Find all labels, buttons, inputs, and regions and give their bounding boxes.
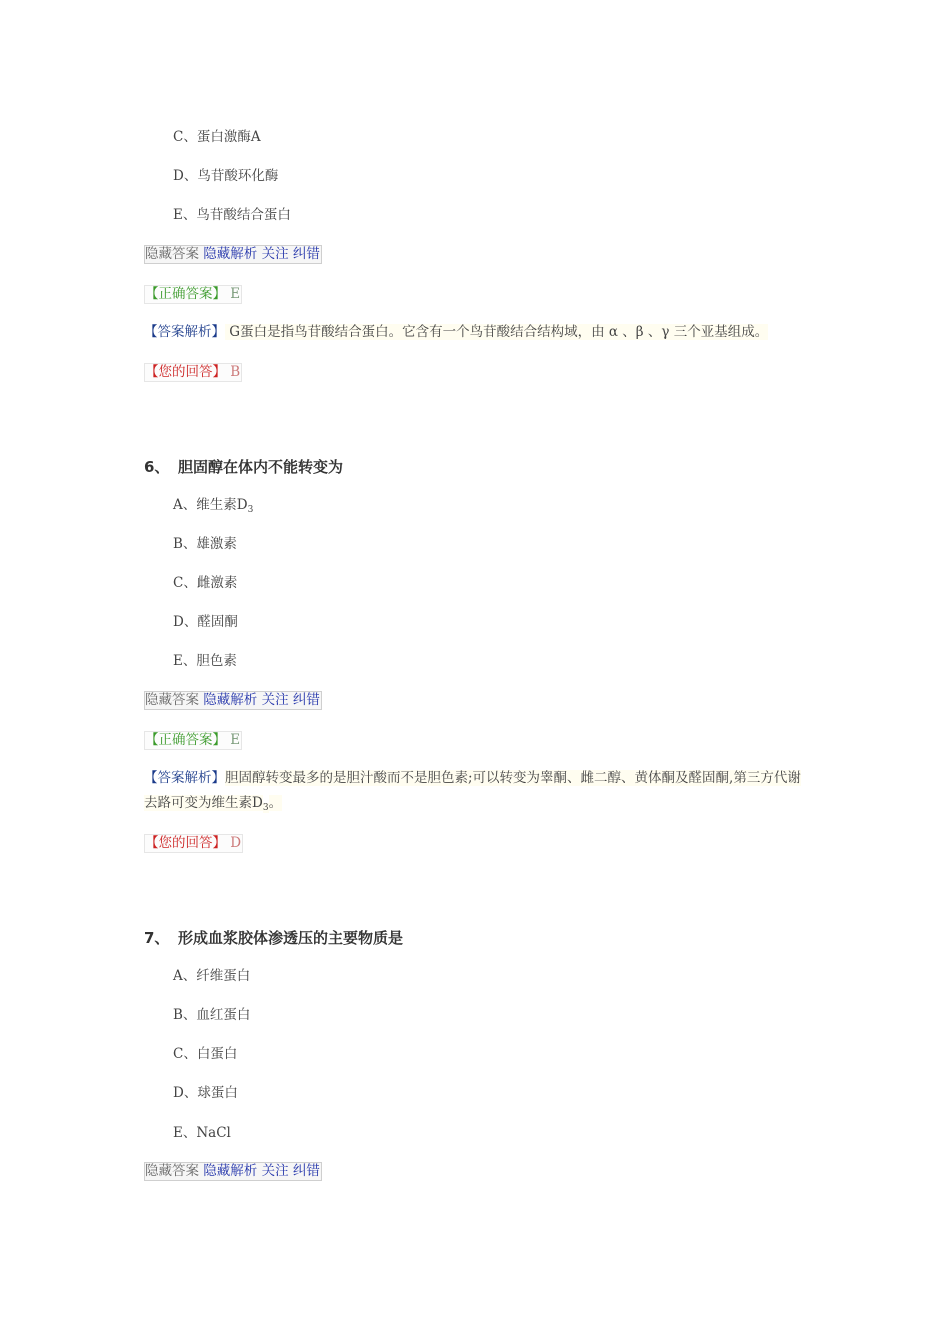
- your-answer: [144, 363, 242, 382]
- answer-analysis: [144, 320, 812, 345]
- question-text: 胆固醇在体内不能转变为: [178, 458, 344, 476]
- your-answer-label: 【您的回答】: [145, 364, 226, 380]
- option-letter: D: [173, 1085, 184, 1101]
- option-separator: 、: [182, 497, 197, 513]
- option-c[interactable]: [173, 574, 237, 592]
- analysis-label: 【答案解析】: [144, 324, 225, 340]
- option-letter: C: [173, 575, 184, 591]
- option-text: 蛋白激酶A: [196, 129, 261, 145]
- option-a[interactable]: [173, 967, 250, 985]
- report-error-button[interactable]: 纠错: [292, 246, 320, 262]
- option-letter: B: [173, 1007, 183, 1023]
- option-text: 白蛋白: [196, 1046, 238, 1062]
- analysis-label: 【答案解析】: [144, 770, 225, 786]
- analysis-text: G蛋白是指鸟苷酸结合蛋白。它含有一个鸟苷酸结合结构域，由 α 、β 、γ 三个亚基组成。: [225, 324, 769, 340]
- correct-answer: [144, 731, 242, 750]
- option-text: 球蛋白: [197, 1085, 238, 1101]
- option-separator: 、: [182, 1125, 197, 1141]
- option-subscript: 3: [247, 505, 254, 515]
- correct-answer-value: E: [230, 732, 241, 748]
- option-text: 醛固酮: [197, 614, 238, 630]
- option-letter: A: [173, 497, 183, 513]
- follow-button[interactable]: 关注: [261, 692, 289, 708]
- option-d[interactable]: [173, 613, 238, 631]
- correct-answer-label: 【正确答案】: [145, 286, 226, 302]
- option-text: 鸟苷酸环化酶: [197, 168, 279, 184]
- hide-answer-button[interactable]: 隐藏答案: [145, 1163, 199, 1179]
- analysis-text: 胆固醇转变最多的是胆汁酸而不是胆色素;可以转变为睾酮、雌二醇、黄体酮及醛固酮,第三方代谢去路可变为维生素D: [144, 770, 801, 811]
- option-text: 血红蛋白: [196, 1007, 251, 1023]
- option-text: 维生素D: [196, 497, 248, 513]
- option-d[interactable]: [173, 167, 278, 185]
- option-b[interactable]: [173, 1006, 250, 1024]
- follow-button[interactable]: 关注: [261, 246, 289, 262]
- option-b[interactable]: [173, 535, 237, 553]
- option-text: 鸟苷酸结合蛋白: [196, 207, 291, 223]
- option-c[interactable]: [173, 128, 261, 146]
- correct-answer-value: E: [230, 286, 241, 302]
- follow-button[interactable]: 关注: [261, 1163, 289, 1179]
- hide-answer-button[interactable]: 隐藏答案: [145, 246, 199, 262]
- hide-answer-button[interactable]: 隐藏答案: [145, 692, 199, 708]
- report-error-button[interactable]: 纠错: [292, 1163, 320, 1179]
- option-a[interactable]: [173, 496, 253, 519]
- option-separator: 、: [182, 968, 197, 984]
- option-separator: 、: [182, 653, 197, 669]
- option-e[interactable]: [173, 1124, 231, 1142]
- answer-toolbar: [144, 1162, 322, 1181]
- option-text: 雄激素: [196, 536, 237, 552]
- option-letter: E: [173, 207, 183, 223]
- option-letter: E: [173, 1125, 183, 1141]
- option-letter: E: [173, 653, 183, 669]
- option-e[interactable]: [173, 206, 291, 224]
- report-error-button[interactable]: 纠错: [292, 692, 320, 708]
- option-letter: B: [173, 536, 183, 552]
- your-answer-value: B: [230, 364, 241, 380]
- option-separator: 、: [183, 168, 198, 184]
- option-letter: D: [173, 614, 184, 630]
- question-number: 7、: [144, 929, 170, 947]
- option-separator: 、: [182, 207, 197, 223]
- option-letter: D: [173, 168, 184, 184]
- option-separator: 、: [183, 1046, 197, 1062]
- option-separator: 、: [183, 129, 197, 145]
- option-d[interactable]: [173, 1084, 238, 1102]
- your-answer-label: 【您的回答】: [145, 835, 226, 851]
- option-separator: 、: [183, 575, 197, 591]
- option-text: 胆色素: [196, 653, 237, 669]
- analysis-subscript: 3: [262, 803, 269, 813]
- option-text: 雌激素: [196, 575, 238, 591]
- question-title: [144, 456, 343, 477]
- question-title: [144, 927, 403, 948]
- correct-answer-label: 【正确答案】: [145, 732, 226, 748]
- option-letter: C: [173, 129, 184, 145]
- hide-analysis-button[interactable]: 隐藏解析: [203, 1163, 258, 1179]
- answer-toolbar: [144, 691, 322, 710]
- option-separator: 、: [182, 536, 197, 552]
- option-letter: A: [173, 968, 183, 984]
- option-e[interactable]: [173, 652, 237, 670]
- your-answer-value: D: [230, 835, 242, 851]
- answer-analysis: [144, 766, 812, 821]
- option-separator: 、: [182, 1007, 197, 1023]
- hide-analysis-button[interactable]: 隐藏解析: [203, 246, 258, 262]
- your-answer: [144, 834, 243, 853]
- hide-analysis-button[interactable]: 隐藏解析: [203, 692, 258, 708]
- analysis-end: 。: [268, 795, 283, 811]
- option-text: 纤维蛋白: [196, 968, 251, 984]
- question-text: 形成血浆胶体渗透压的主要物质是: [178, 929, 404, 947]
- option-separator: 、: [183, 614, 198, 630]
- answer-toolbar: [144, 245, 322, 264]
- option-separator: 、: [183, 1085, 198, 1101]
- question-number: 6、: [144, 458, 170, 476]
- option-letter: C: [173, 1046, 184, 1062]
- option-text: NaCl: [196, 1125, 231, 1141]
- correct-answer: [144, 285, 242, 304]
- option-c[interactable]: [173, 1045, 237, 1063]
